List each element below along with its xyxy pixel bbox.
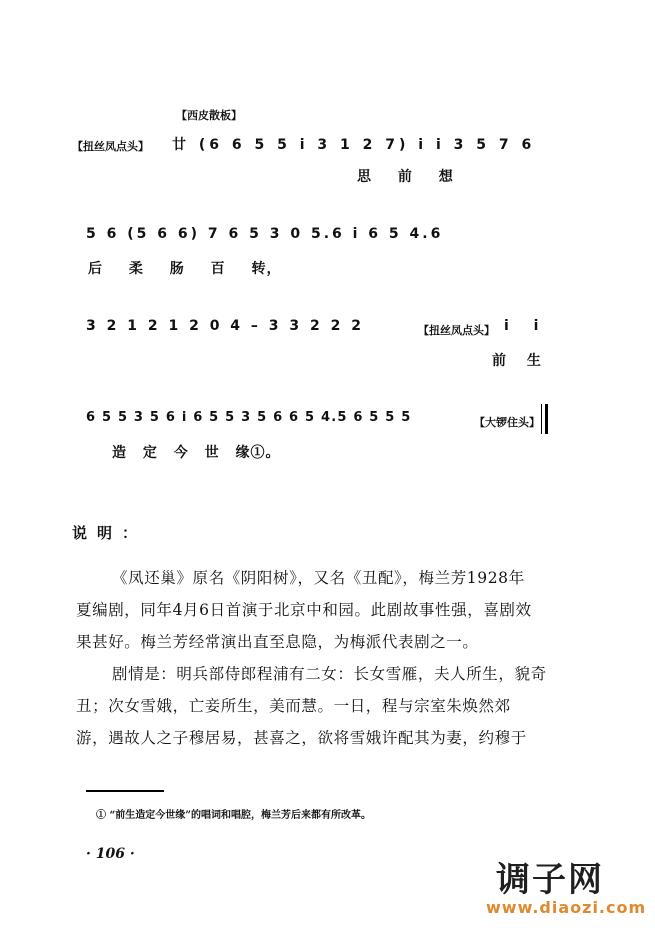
score-row-1-prefix: 【扭丝凤点头】	[72, 140, 149, 153]
page-number: · 106 ·	[86, 846, 135, 862]
paragraph-line: 丑；次女雪娥，亡妾所生，美而慧。一日，程与宗室朱焕然郊	[76, 697, 511, 715]
final-barline-thin	[541, 404, 542, 434]
score-row-1-lyrics: 思 前 想	[357, 169, 454, 185]
final-barline-thick	[545, 404, 548, 434]
score-row-2-lyrics: 后 柔 肠 百 转，	[88, 261, 282, 277]
footnote-rule	[86, 790, 164, 792]
score-row-4-lyrics: 造 定 今 世 缘①。	[112, 445, 281, 461]
score-row-4-notes: 6 5 5 3 5 6 i 6 5 5 3 5 6 6 5 4.5 6 5 5 5	[86, 410, 412, 425]
score-row-3-suffix: 【扭丝凤点头】	[418, 324, 495, 337]
score-row-4-suffix: 【大锣住头】	[474, 416, 540, 429]
paragraph-line: 剧情是：明兵部侍郎程浦有二女：长女雪雁，夫人所生，貌奇	[112, 665, 547, 683]
paragraph-line: 《凤还巢》原名《阴阳树》，又名《丑配》，梅兰芳1928年	[112, 569, 525, 587]
score-row-1-notes: 廿 (6 6 5 5 i 3 1 2 7) i i 3 5 7 6	[172, 137, 536, 153]
paragraph-line: 果甚好。梅兰芳经常演出直至息隐，为梅派代表剧之一。	[76, 633, 479, 651]
watermark-logo-text: 调子网	[496, 860, 604, 900]
paragraph-line: 游，遇故人之子穆居易，甚喜之，欲将雪娥许配其为妻，约穆于	[76, 729, 527, 747]
score-row-3-tail-notes: i i	[504, 318, 549, 334]
score-row-3-lyrics: 前 生	[492, 353, 542, 369]
score-row-2-notes: 5 6 (5 6 6) 7 6 5 3 0 5.6 i 6 5 4.6	[86, 226, 444, 242]
paragraph-line: 夏编剧，同年4月6日首演于北京中和园。此剧故事性强，喜剧效	[76, 601, 532, 619]
section-heading: 说明：	[72, 524, 148, 542]
score-row-3-notes: 3 2 1 2 1 2 0 4 – 3 3 2 2 2	[86, 318, 364, 334]
tempo-label: 【西皮散板】	[176, 109, 242, 122]
watermark-url[interactable]: www.diaozi.com	[486, 898, 647, 917]
footnote-text: ① “前生造定今世缘”的唱词和唱腔，梅兰芳后来都有所改革。	[96, 810, 371, 821]
